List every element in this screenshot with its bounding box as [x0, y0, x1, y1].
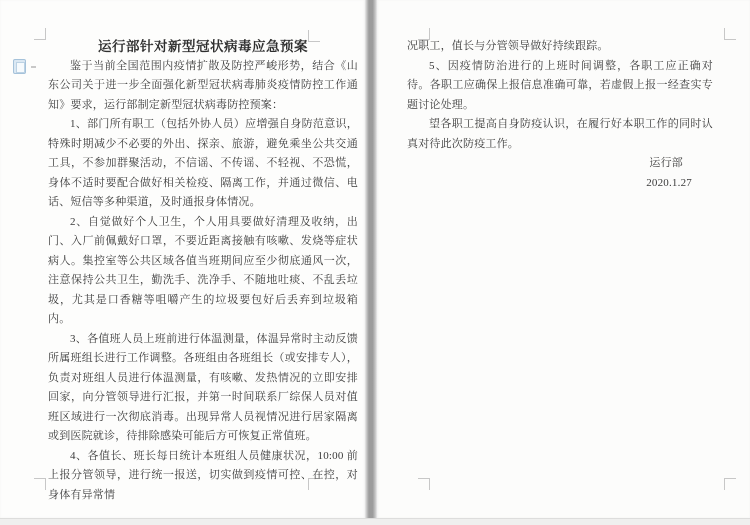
- canvas-below-pages: [0, 518, 750, 525]
- crop-mark-bottom-right: [724, 478, 736, 490]
- clipboard-icon-caret: [31, 66, 36, 68]
- document-title: 运行部针对新型冠状病毒应急预案: [98, 39, 308, 54]
- paragraph-item-2: 2、自觉做好个人卫生，个人用具要做好清理及收纳，出门、入厂前佩戴好口罩，不要近距离接触有咳嗽、发烧等症状病人。集控室等公共区域各值当班期间应至少彻底通风一次，注意保持公共卫生，勤洗手、洗净手、不随地吐痰、不乱丢垃圾，尤其是口香糖等咀嚼产生的垃圾要包好后丢弃到垃圾箱内。: [48, 215, 358, 325]
- paragraph-item-5: 5、因疫情防治进行的上班时间调整，各职工应正确对待。各职工应确保上报信息准确可靠，若虚假上报一经查实专题讨论处理。: [407, 59, 713, 111]
- paragraph-item-3: 3、各值班人员上班前进行体温测量，体温异常时主动反馈所属班组长进行工作调整。各班组由各班组长（或安排专人），负责对班组人员进行体温测量，有咳嗽、发热情况的立即安排回家，向分管领导进行汇报，并第一时间联系厂综保人员对值班区域进行一次彻底消毒。出现异常人员视情况进行居家隔离或到医院就诊，待排除感染可能后方可恢复正常值班。: [48, 332, 358, 442]
- crop-mark-top-right: [724, 28, 736, 40]
- paragraph-intro: 鉴于当前全国范围内疫情扩散及防控严峻形势，结合《山东公司关于进一步全面强化新型冠状病毒肺炎疫情防控工作通知》要求，运行部制定新型冠状病毒防控预案：: [48, 59, 358, 111]
- clipboard-icon[interactable]: [13, 59, 26, 74]
- signature-department: 运行部: [649, 157, 683, 169]
- page-divider: [364, 0, 378, 518]
- page-2: [378, 0, 750, 518]
- paragraph-item-4: 4、各值长、班长每日统计本班组人员健康状况，10:00 前上报分管领导，进行统一报送，切实做到疫情可控、在控，对身体有异常情: [48, 449, 358, 501]
- page-1: [0, 0, 364, 518]
- paragraph-item-1: 1、部门所有职工（包括外协人员）应增强自身防范意识，特殊时期减少不必要的外出、探亲、旅游，避免乘坐公共交通工具，不参加群聚活动，不信谣、不传谣、不轻视、不恐慌，身体不适时要配合做好相关检疫、隔离工作，并通过微信、电话、短信等多种渠道，及时通报身体情况。: [48, 118, 358, 208]
- page-1-text: [48, 37, 358, 505]
- page-2-text: [407, 37, 713, 193]
- paragraph-closing: 望各职工提高自身防疫认识，在履行好本职工作的同时认真对待此次防疫工作。: [407, 118, 713, 150]
- paragraph-continuation: 况职工，值长与分管领导做好持续跟踪。: [407, 40, 609, 52]
- crop-mark-bottom-left: [418, 478, 430, 490]
- crop-mark-top-left: [34, 28, 46, 40]
- signature-date: 2020.1.27: [646, 176, 692, 189]
- crop-mark-bottom-left: [34, 478, 46, 490]
